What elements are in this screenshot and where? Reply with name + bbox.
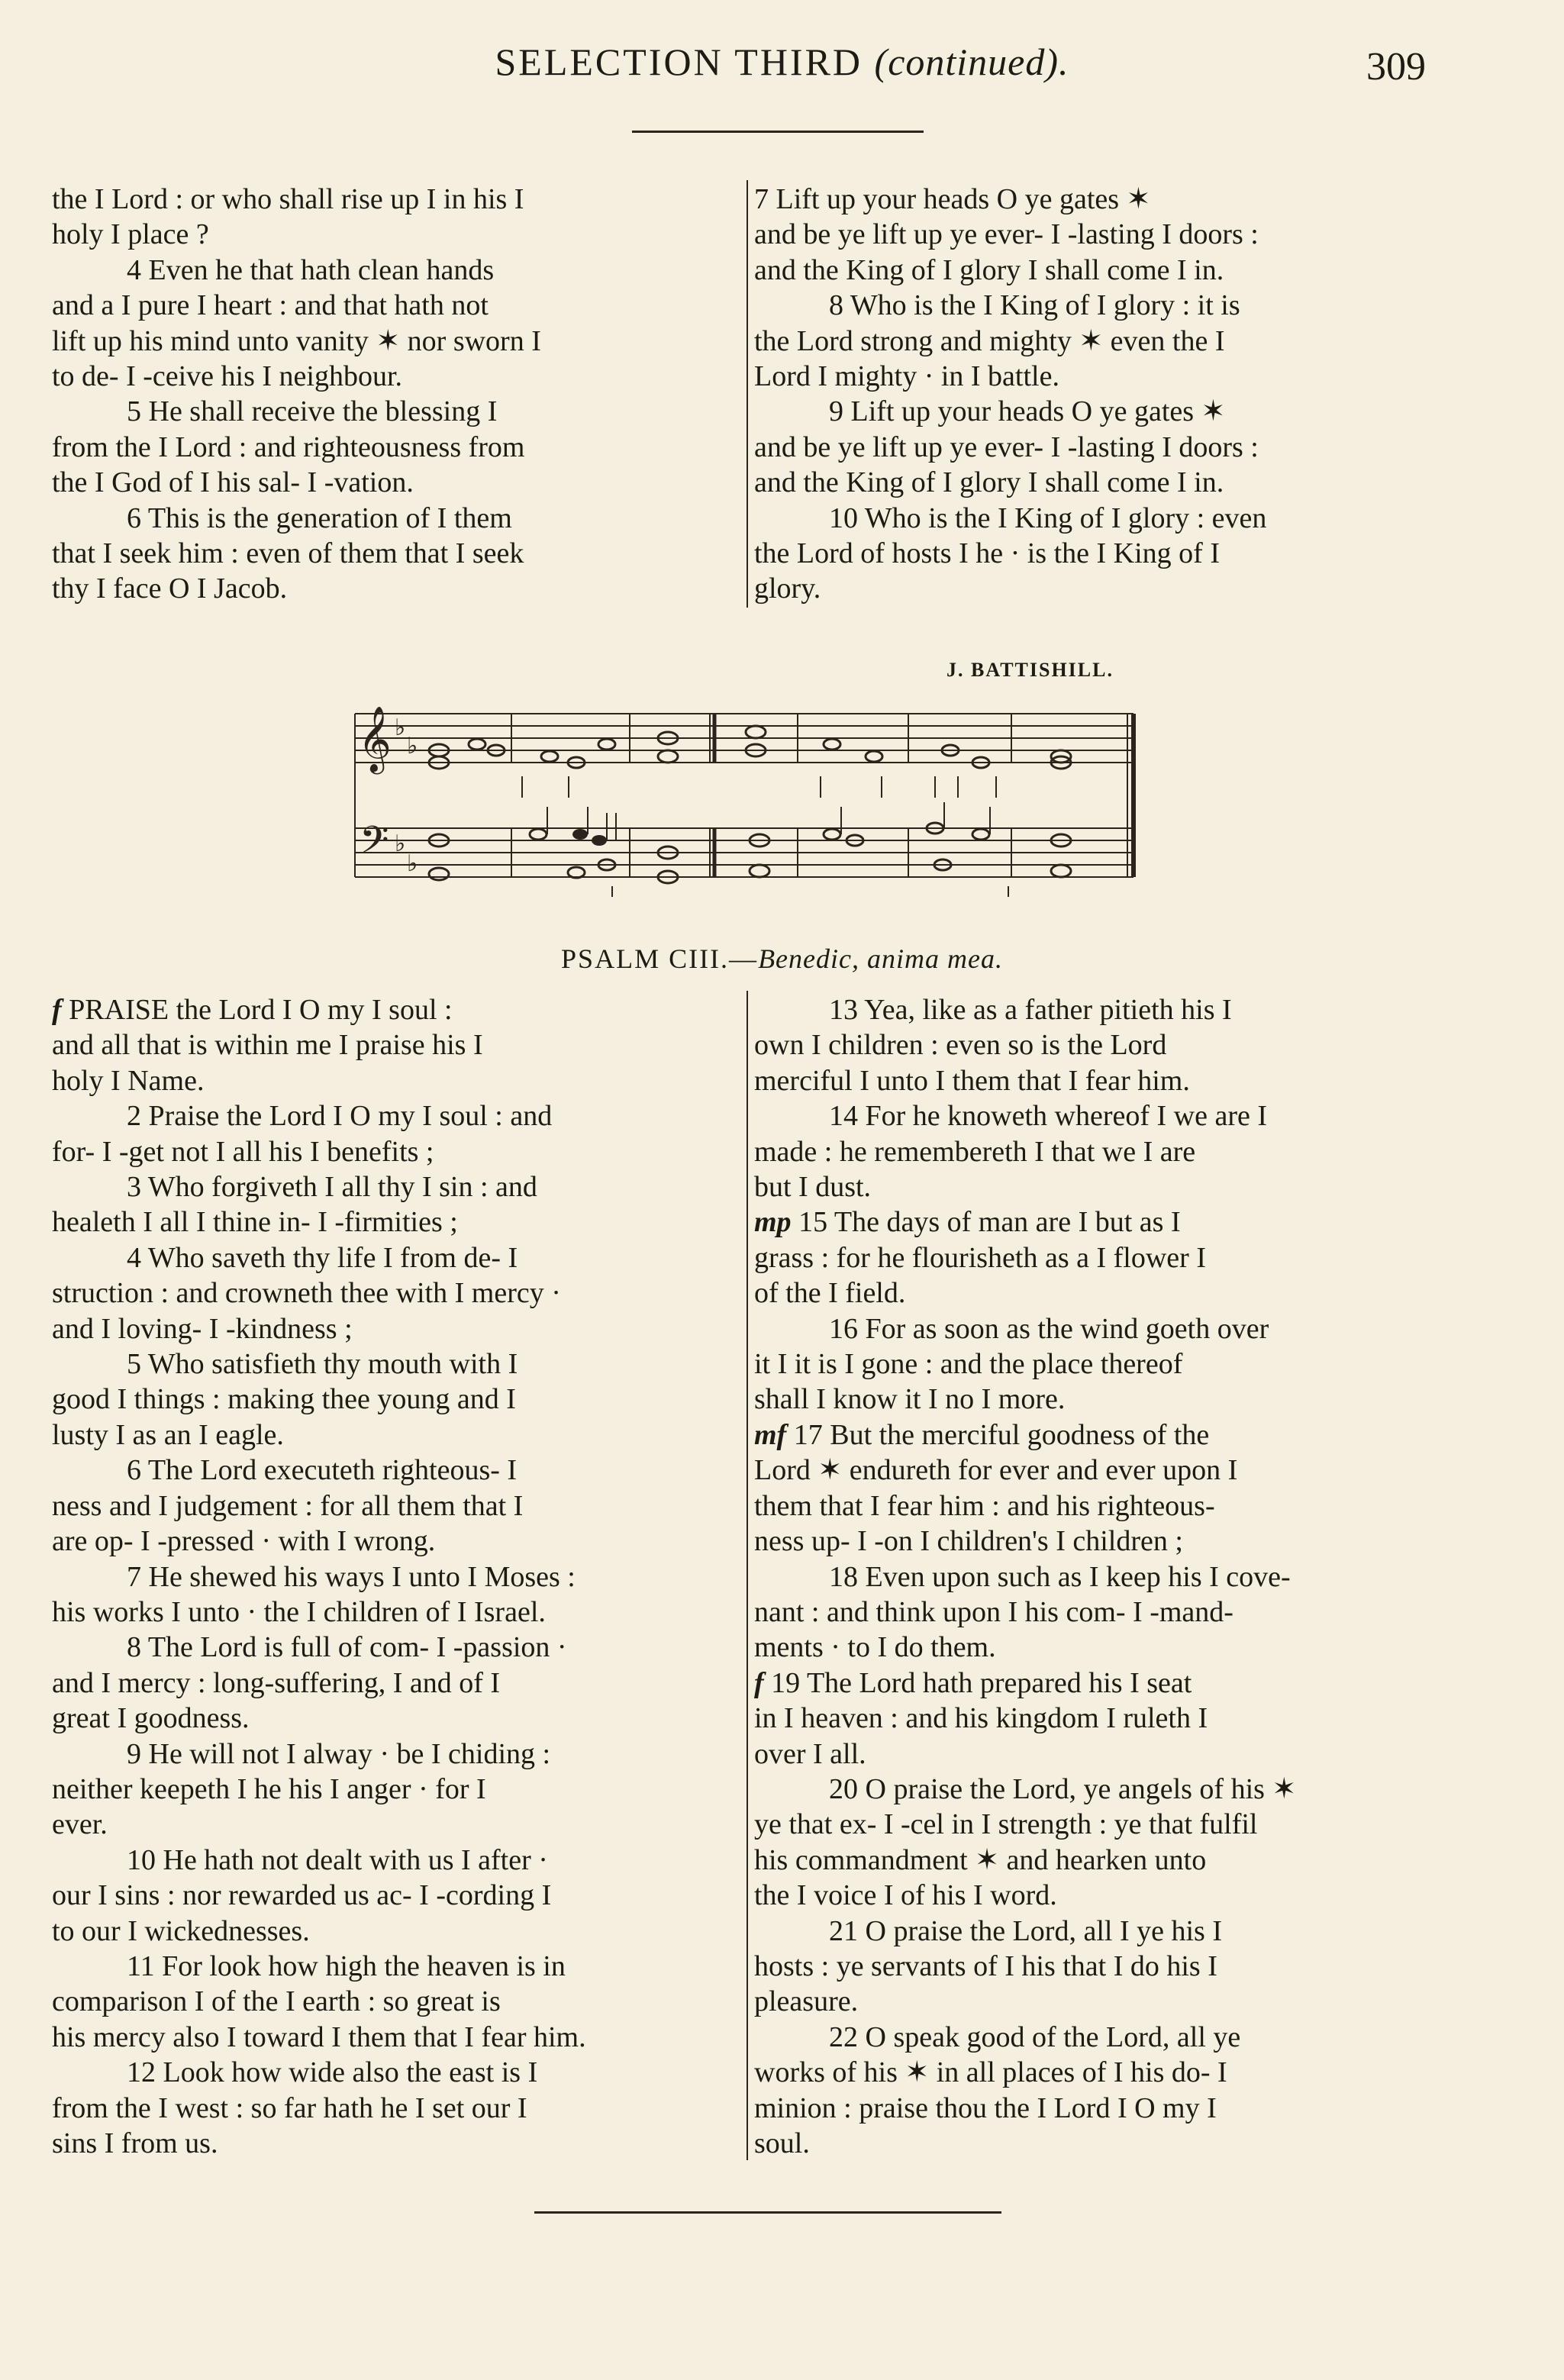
verse-line: 5 He shall receive the blessing I [127,395,498,428]
psalm-latin-incipit: Benedic, anima mea. [758,943,1003,974]
verse-text: neither keepeth I he his I anger · for I [52,1772,486,1805]
verse-line [754,1949,1433,1984]
verse-line [52,1914,731,1949]
verse-line [754,1772,1433,1807]
psalm-number: PSALM CIII.— [561,943,759,974]
verse-line [52,1063,731,1098]
verse-text: holy I Name. [52,1064,205,1097]
verse-line [52,1488,731,1524]
verse-text: his mercy also I toward I them that I fear him. [52,2020,586,2053]
verse-text: 15 The days of man are I but as I [791,1206,1181,1239]
verse-text: 20 O praise the Lord, ye angels of his ✶ [829,1772,1297,1805]
verse-text: but I dust. [754,1171,872,1204]
verse-text: struction : and crowneth thee with I mercy · [52,1277,561,1310]
verse-line [754,1488,1433,1524]
verse-line [754,1169,1433,1205]
verse-text: ever. [52,1808,108,1841]
verse-line [754,1240,1433,1275]
verse-line [52,1098,731,1134]
verse-line: Lord I mighty · in I battle. [754,360,1059,393]
verse-line [754,1701,1433,1736]
verse-line [754,2020,1433,2055]
verse-text: grass : for he flourisheth as a I flower I [754,1241,1206,1274]
verse-line [754,1453,1433,1488]
verse-line [754,2091,1433,2126]
treble-stems [522,776,996,798]
verse-line: holy I place ? [52,218,209,251]
verse-line [52,1382,731,1417]
verse-line [754,1595,1433,1630]
psalm24-right-column [754,182,1433,607]
svg-text:♭: ♭ [395,830,406,857]
svg-text:♭: ♭ [407,850,418,877]
verse-line [754,1559,1433,1595]
verse-text: of the I field. [754,1277,906,1310]
verse-text: his commandment ✶ and hearken unto [754,1843,1207,1876]
column-divider [747,991,748,2160]
verse-text: from the I west : so far hath he I set our I [52,2091,527,2124]
running-header [0,40,1564,84]
verse-text: made : he remembereth I that we I are [754,1135,1196,1168]
verse-line: the I Lord : or who shall rise up I in his I [52,183,524,215]
verse-line [754,2126,1433,2161]
verse-line [52,1205,731,1240]
verse-text: 8 The Lord is full of com- I -passion · [127,1631,567,1664]
verse-text: great I goodness. [52,1702,250,1735]
verse-text: it I it is I gone : and the place thereof [754,1348,1183,1381]
verse-line [754,2055,1433,2090]
verse-line: thy I face O I Jacob. [52,572,288,605]
verse-line [52,1666,731,1701]
verse-text: hosts : ye servants of I his that I do his I [754,1949,1217,1982]
verse-text: in I heaven : and his kingdom I ruleth I [754,1702,1208,1735]
verse-line: 4 Even he that hath clean hands [127,253,495,286]
treble-staff [355,714,1133,763]
psalm24-left-column [52,182,731,607]
verse-text: 16 For as soon as the wind goeth over [829,1312,1269,1345]
verse-text: 13 Yea, like as a father pitieth his I [829,994,1232,1026]
verse-line [52,2055,731,2090]
verse-line: 9 Lift up your heads O ye gates ✶ [829,395,1226,428]
verse-text: 2 Praise the Lord I O my I soul : and [127,1100,553,1133]
verse-text: 4 Who saveth thy life I from de- I [127,1241,518,1274]
verse-line [52,2020,731,2055]
verse-line [52,1275,731,1311]
verse-text: ness and I judgement : for all them that I [52,1489,524,1522]
verse-text: to our I wickednesses. [52,1914,310,1947]
header-continued: (continued). [874,40,1069,83]
key-signature [395,714,418,877]
verse-text: 21 O praise the Lord, all I ye his I [829,1914,1222,1947]
verse-line [52,1701,731,1736]
verse-line [52,1878,731,1913]
verse-line [754,1027,1433,1063]
verse-line [754,1843,1433,1878]
verse-line: glory. [754,572,821,605]
dynamic-marking: f [52,994,62,1026]
verse-line [52,1949,731,1984]
bass-stems [547,802,1008,897]
verse-line [52,1559,731,1595]
header-rule [632,131,924,133]
verse-line: and a I pure I heart : and that hath not [52,289,489,322]
verse-text: sins I from us. [52,2127,218,2159]
column-divider [747,180,748,608]
verse-line: 8 Who is the I King of I glory : it is [829,289,1240,322]
verse-text: comparison I of the I earth : so great is [52,1985,501,2018]
verse-text: shall I know it I no I more. [754,1383,1066,1416]
verse-text: 22 O speak good of the Lord, all ye [829,2020,1241,2053]
verse-line: and the King of I glory I shall come I in. [754,253,1224,286]
verse-text: 19 The Lord hath prepared his I seat [763,1666,1192,1699]
verse-line [754,992,1433,1027]
verse-line [52,1240,731,1275]
bass-filled-notes [572,829,607,846]
verse-line [754,1807,1433,1842]
verse-text: nant : and think upon I his com- I -mand- [754,1595,1233,1628]
verse-line: from the I Lord : and righteousness from [52,431,525,463]
verse-line: the I God of I his sal- I -vation. [52,466,414,499]
verse-text: our I sins : nor rewarded us ac- I -cording I [52,1879,552,1912]
verse-line [754,1382,1433,1417]
verse-text: them that I fear him : and his righteous- [754,1489,1215,1522]
verse-line [52,1843,731,1878]
verse-line [52,1772,731,1807]
chant-score [347,691,1141,897]
verse-line [754,1524,1433,1559]
verse-line: 10 Who is the I King of I glory : even [829,501,1267,534]
bass-clef-icon: 𝄢 [360,818,389,872]
verse-line: and be ye lift up ye ever- I -lasting I doors : [754,431,1259,463]
verse-text: PRAISE the Lord I O my I soul : [61,994,453,1026]
verse-line [52,992,731,1027]
verse-line: 6 This is the generation of I them [127,501,512,534]
verse-text: 3 Who forgiveth I all thy I sin : and [127,1171,537,1204]
page-number: 309 [1366,45,1426,89]
dynamic-marking: mp [754,1206,792,1239]
verse-line: the Lord of hosts I he · is the I King of I [754,537,1220,570]
verse-line [52,1807,731,1842]
verse-line [52,1453,731,1488]
verse-line [52,1027,731,1063]
verse-line [52,2126,731,2161]
verse-line [754,1878,1433,1913]
verse-line: and be ye lift up ye ever- I -lasting I doors : [754,218,1259,251]
verse-text: works of his ✶ in all places of I his do- I [754,2056,1227,2089]
verse-text: 9 He will not I alway · be I chiding : [127,1737,551,1770]
verse-line [754,1666,1433,1701]
verse-text: own I children : even so is the Lord [754,1029,1167,1062]
verse-line [52,1311,731,1346]
verse-text: ye that ex- I -cel in I strength : ye that fulfil [754,1808,1258,1841]
verse-line [754,1346,1433,1382]
verse-text: 17 But the merciful goodness of the [786,1418,1210,1451]
verse-line [52,1737,731,1772]
verse-text: lusty I as an I eagle. [52,1418,284,1451]
verse-text: merciful I unto I them that I fear him. [754,1064,1190,1097]
verse-text: 10 He hath not dealt with us I after · [127,1843,548,1876]
verse-line: lift up his mind unto vanity ✶ nor sworn I [52,324,541,357]
verse-text: and I mercy : long-suffering, I and of I [52,1666,501,1699]
verse-text: 6 The Lord executeth righteous- I [127,1454,518,1487]
composer-credit: J. BATTISHILL. [946,659,1114,681]
treble-clef-icon: 𝄞 [358,706,392,772]
verse-line [754,1134,1433,1169]
verse-text: 7 He shewed his ways I unto I Moses : [127,1560,576,1593]
verse-line [52,1984,731,2019]
bass-staff [355,828,1133,877]
verse-line [52,1169,731,1205]
verse-text: ments · to I do them. [754,1631,996,1664]
verse-text: healeth I all I thine in- I -firmities ; [52,1206,458,1239]
verse-line [754,1098,1433,1134]
verse-text: the I voice I of his I word. [754,1879,1057,1912]
verse-line [52,1346,731,1382]
verse-line: and the King of I glory I shall come I in. [754,466,1224,499]
verse-line [754,1914,1433,1949]
dynamic-marking: mf [754,1418,787,1451]
verse-line [52,1630,731,1665]
verse-text: and I loving- I -kindness ; [52,1312,353,1345]
verse-text: for- I -get not I all his I benefits ; [52,1135,434,1168]
verse-text: 18 Even upon such as I keep his I cove- [829,1560,1291,1593]
verse-text: ness up- I -on I children's I children ; [754,1525,1183,1558]
verse-line: 7 Lift up your heads O ye gates ✶ [754,183,1151,215]
verse-line [754,1275,1433,1311]
verse-text: good I things : making thee young and I [52,1383,516,1416]
footer-rule [534,2211,1001,2214]
verse-text: over I all. [754,1737,866,1770]
verse-text: Lord ✶ endureth for ever and ever upon I [754,1454,1238,1487]
verse-text: soul. [754,2127,810,2159]
verse-line: that I seek him : even of them that I seek [52,537,524,570]
verse-line [52,1417,731,1453]
header-title: SELECTION THIRD [495,40,863,83]
verse-text: are op- I -pressed · with I wrong. [52,1525,436,1558]
verse-line [754,1205,1433,1240]
verse-text: his works I unto · the I children of I Israel. [52,1595,546,1628]
verse-text: 14 For he knoweth whereof I we are I [829,1100,1268,1133]
psalm103-left-column [52,992,731,2161]
verse-text: pleasure. [754,1985,859,2018]
verse-line [754,1063,1433,1098]
verse-text: minion : praise thou the I Lord I O my I [754,2091,1217,2124]
psalm-title [0,943,1564,975]
verse-line: the Lord strong and mighty ✶ even the I [754,324,1225,357]
verse-line [754,1737,1433,1772]
verse-line [52,1524,731,1559]
verse-text: and all that is within me I praise his I [52,1029,483,1062]
verse-line [52,2091,731,2126]
verse-line: to de- I -ceive his I neighbour. [52,360,403,393]
svg-text:♭: ♭ [407,733,418,759]
psalm103-right-column [754,992,1433,2161]
verse-text: 11 For look how high the heaven is in [127,1949,566,1982]
verse-line [52,1134,731,1169]
verse-line [754,1984,1433,2019]
verse-line [52,1595,731,1630]
verse-text: 12 Look how wide also the east is I [127,2056,538,2089]
verse-line [754,1417,1433,1453]
svg-text:♭: ♭ [395,714,406,741]
dynamic-marking: f [754,1666,764,1699]
verse-line [754,1630,1433,1665]
verse-line [754,1311,1433,1346]
verse-text: 5 Who satisfieth thy mouth with I [127,1348,518,1381]
